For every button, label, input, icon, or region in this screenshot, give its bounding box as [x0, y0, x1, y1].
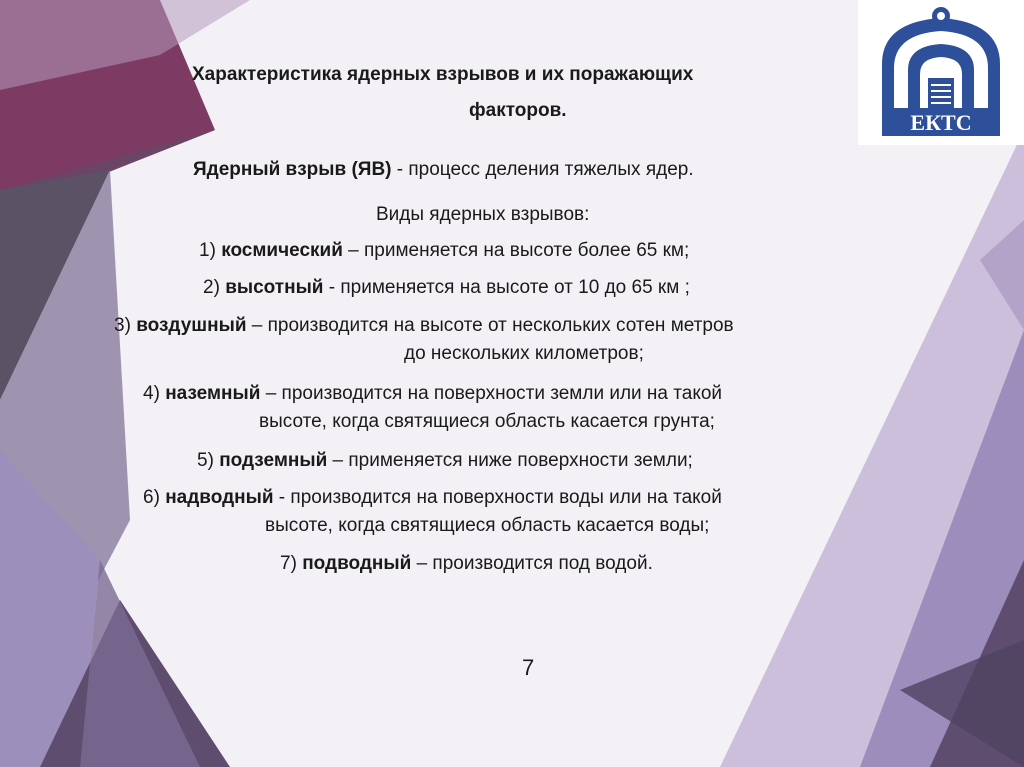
list-item: 2) высотный - применяется на высоте от 10 до 65 км ;	[203, 277, 690, 298]
slide-title-line-2: факторов.	[469, 100, 567, 121]
item-term: подводный	[302, 553, 412, 574]
types-heading: Виды ядерных взрывов:	[376, 204, 590, 225]
list-item-continuation: высоте, когда святящиеся область касается грунта;	[259, 411, 715, 432]
definition-term: Ядерный взрыв (ЯВ)	[193, 159, 392, 180]
definition-text: - процесс деления тяжелых ядер.	[391, 159, 694, 180]
list-item-continuation: до нескольких километров;	[404, 343, 644, 364]
list-item: 7) подводный – производится под водой.	[280, 553, 653, 574]
item-term: наземный	[165, 383, 261, 404]
list-item: 3) воздушный – производится на высоте от нескольких сотен метров	[114, 315, 734, 336]
item-term: воздушный	[136, 315, 247, 336]
list-item-continuation: высоте, когда святящиеся область касается воды;	[265, 515, 710, 536]
slide-title-line-1: Характеристика ядерных взрывов и их поражающих	[192, 64, 694, 85]
list-item: 1) космический – применяется на высоте более 65 км;	[199, 240, 690, 261]
item-term: космический	[221, 240, 343, 261]
list-item: 5) подземный – применяется ниже поверхности земли;	[197, 450, 693, 471]
item-term: подземный	[219, 450, 328, 471]
item-term: высотный	[225, 277, 324, 298]
definition	[193, 158, 694, 182]
list-item: 6) надводный - производится на поверхности воды или на такой	[143, 487, 722, 508]
logo-text: ЕКТС	[910, 110, 972, 135]
list-item: 4) наземный – производится на поверхности земли или на такой	[143, 383, 723, 404]
item-term: надводный	[165, 487, 274, 508]
page-number: 7	[522, 655, 535, 680]
